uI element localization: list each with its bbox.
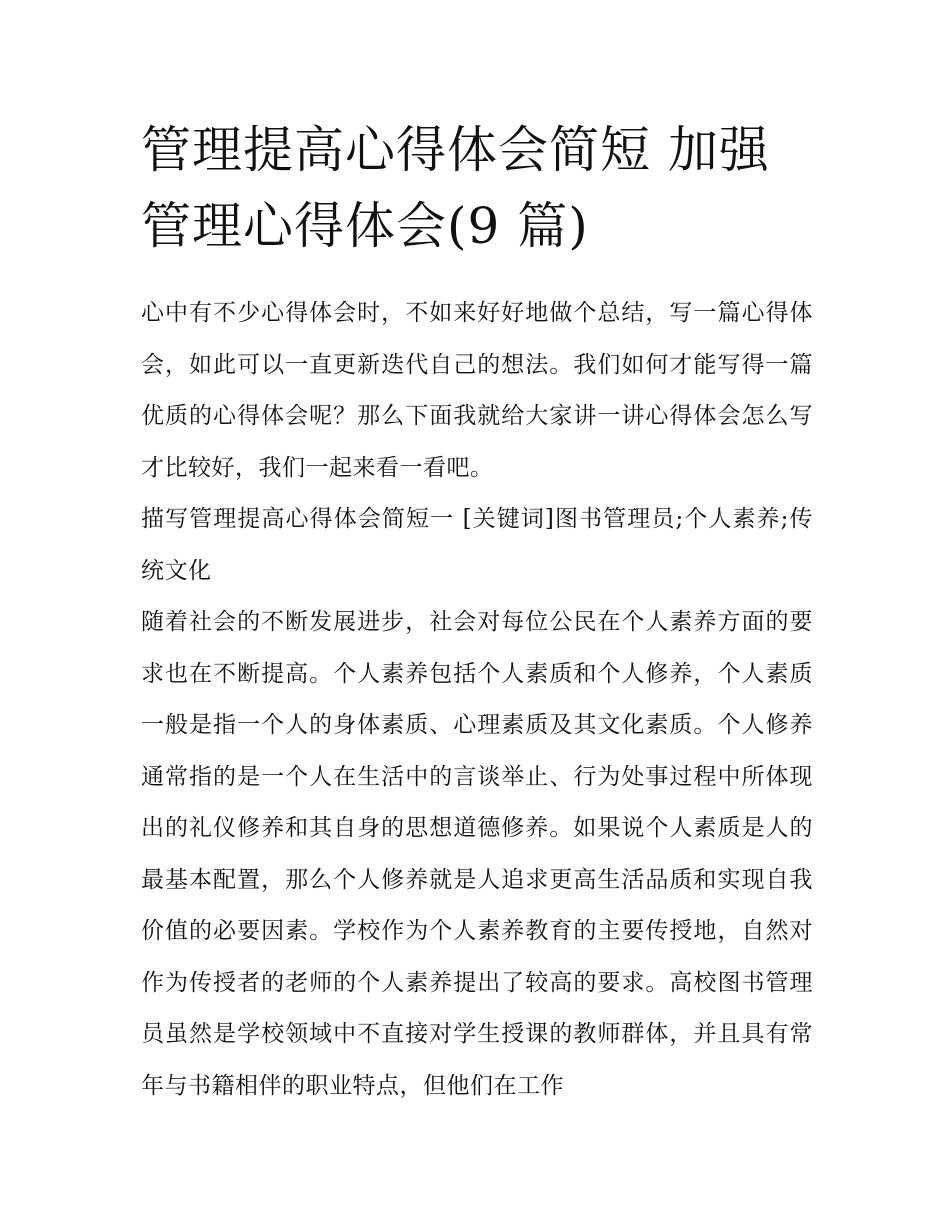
document-page (141, 112, 813, 1112)
keywords-paragraph: 描写管理提高心得体会简短一 [关键词]图书管理员;个人素养;传统文化 (141, 506, 813, 584)
intro-paragraph: 心中有不少心得体会时，不如来好好地做个总结，写一篇心得体会，如此可以一直更新迭代自己的想法。我们如何才能写得一篇优质的心得体会呢？那么下面我就给大家讲一讲心得体会怎么写才比较好，我们一起来看一看吧。 (141, 300, 813, 481)
body-paragraph: 随着社会的不断发展进步，社会对每位公民在个人素养方面的要求也在不断提高。个人素养包括个人素质和个人修养，个人素质一般是指一个人的身体素质、心理素质及其文化素质。个人修养通常指的是一个人在生活中的言谈举止、行为处事过程中所体现出的礼仪修养和其自身的思想道德修养。如果说个人素质是人的最基本配置，那么个人修养就是人追求更高生活品质和实现自我价值的必要因素。学校作为个人素养教育的主要传授地，自然对作为传授者的老师的个人素养提出了较高的要求。高校图书管理员虽然是学校领域中不直接对学生授课的教师群体，并且具有常年与书籍相伴的职业特点，但他们在工作 (141, 609, 813, 1099)
document-title: 管理提高心得体会简短 加强管理心得体会(9 篇) (141, 121, 770, 255)
